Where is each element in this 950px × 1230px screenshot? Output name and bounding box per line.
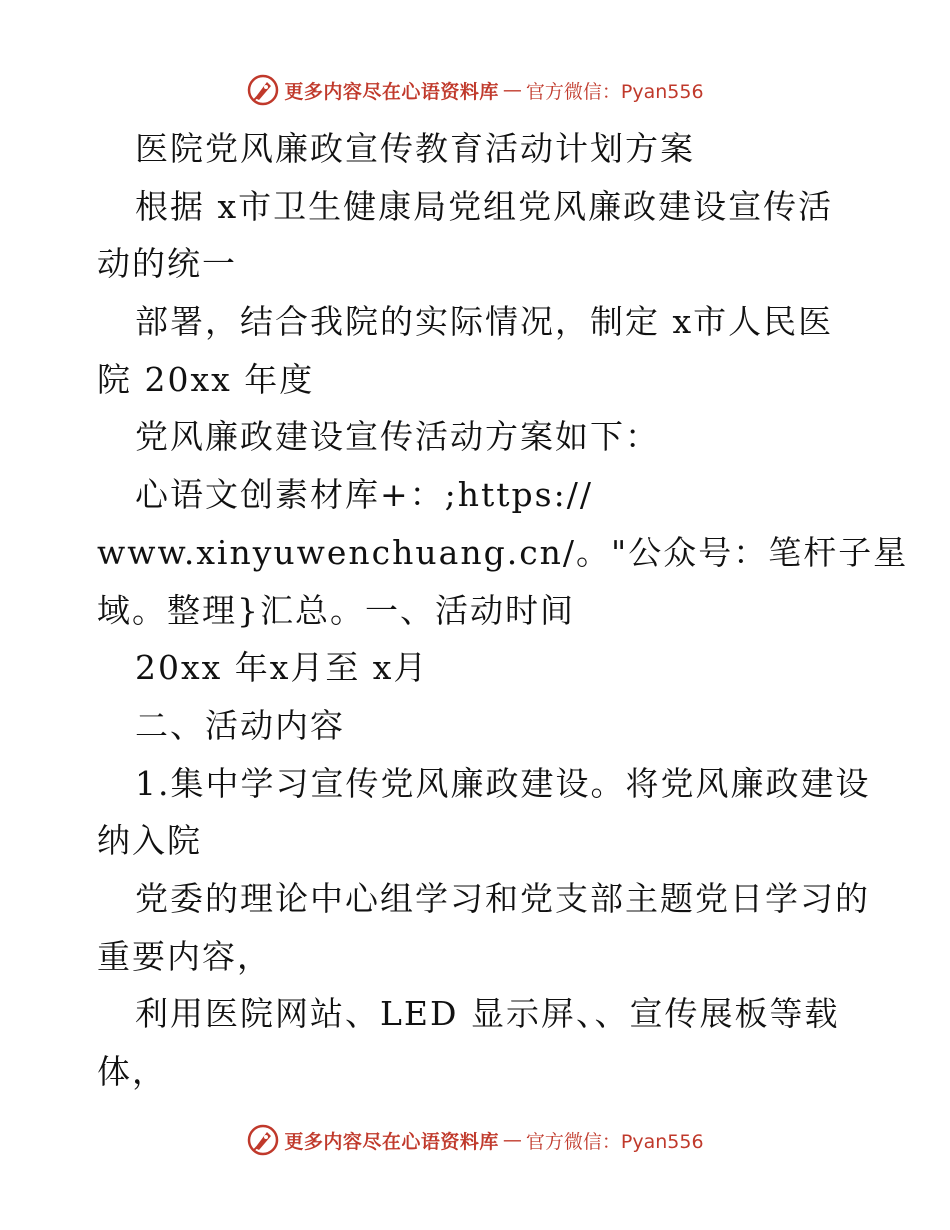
pen-nib-logo-icon — [246, 1123, 280, 1157]
paragraph-line: 1.集中学习宣传党风廉政建设。将党风廉政建设 — [135, 763, 871, 803]
header-banner-main-text: 更多内容尽在心语资料库 — [284, 80, 499, 103]
footer-banner-separator: — — [502, 1129, 522, 1151]
section-heading: 二、活动内容 — [135, 705, 345, 745]
paragraph-line: 党风廉政建设宣传活动方案如下： — [135, 417, 660, 457]
footer-banner-wechat-text: 官方微信：Pyan556 — [525, 1130, 704, 1153]
header-banner-separator: — — [502, 79, 522, 101]
paragraph-line: 20xx 年x月至 x月 — [135, 648, 429, 688]
paragraph-line: 域。整理}汇总。一、活动时间 — [97, 590, 575, 630]
header-watermark-banner — [0, 70, 950, 110]
footer-banner-main-text: 更多内容尽在心语资料库 — [284, 1130, 499, 1153]
paragraph-line: 重要内容， — [97, 936, 272, 976]
footer-watermark-banner — [0, 1120, 950, 1160]
paragraph-line: 党委的理论中心组学习和党支部主题党日学习的 — [135, 878, 870, 918]
paragraph-line: 利用医院网站、LED 显示屏、、宣传展板等载 — [135, 994, 840, 1034]
header-banner-wechat-text: 官方微信：Pyan556 — [525, 80, 704, 103]
paragraph-line: 体， — [97, 1052, 167, 1091]
paragraph-line: www.xinyuwenchuang.cn/。"公众号：笔杆子星 — [97, 532, 909, 572]
paragraph-line: 心语文创素材库+：;https:// — [135, 475, 593, 515]
paragraph-line: 院 20xx 年度 — [97, 359, 315, 399]
paragraph-line: 纳入院 — [97, 821, 202, 861]
paragraph-line: 动的统一 — [97, 244, 237, 284]
document-title: 医院党风廉政宣传教育活动计划方案 — [135, 129, 695, 168]
paragraph-line: 部署，结合我院的实际情况，制定 x市人民医 — [135, 302, 834, 342]
document-body — [97, 120, 909, 1101]
paragraph-line: 根据 x市卫生健康局党组党风廉政建设宣传活 — [135, 186, 834, 226]
pen-nib-logo-icon — [246, 73, 280, 107]
